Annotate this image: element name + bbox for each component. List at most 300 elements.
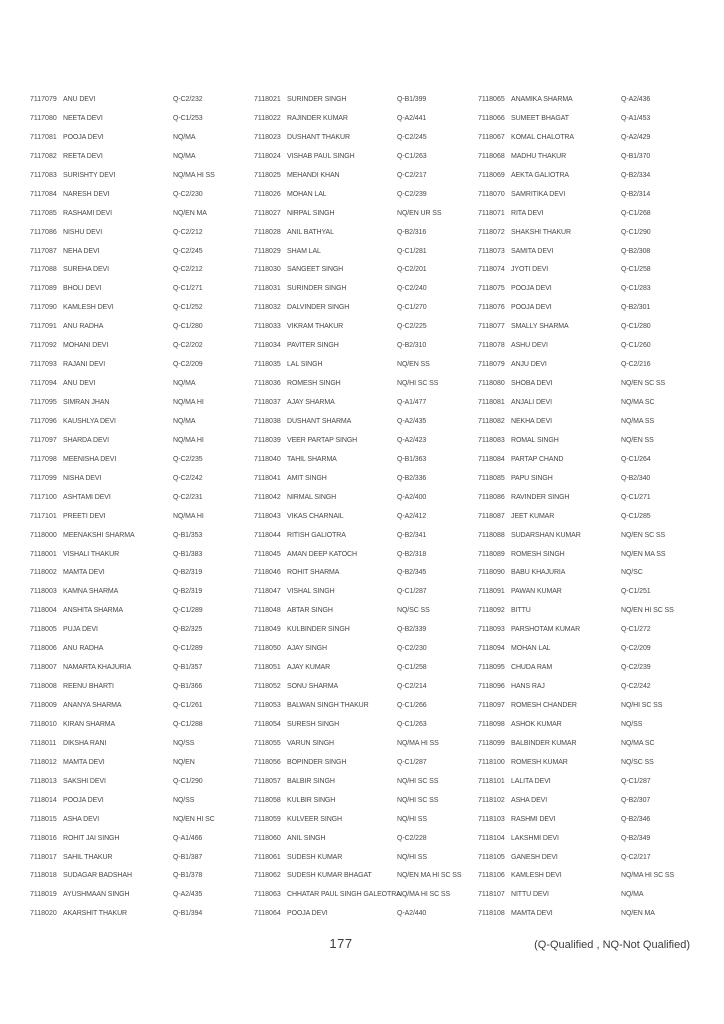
table-row (478, 91, 702, 110)
candidate-name: SUDESH KUMAR (287, 853, 343, 861)
roll-number: 7117083 (30, 171, 57, 179)
table-row (254, 754, 478, 773)
roll-number: 7118088 (478, 531, 505, 539)
result-status: NQ/MA HI SS (173, 171, 215, 179)
candidate-name: ASHA DEVI (63, 815, 100, 823)
roll-number: 7118033 (254, 323, 281, 331)
table-row (254, 451, 478, 470)
roll-number: 7118048 (254, 607, 281, 615)
candidate-name: VIKRAM THAKUR (287, 323, 344, 331)
candidate-name: KULBINDER SINGH (287, 626, 350, 634)
roll-number: 7118073 (478, 247, 505, 255)
table-row (254, 659, 478, 678)
table-row (254, 167, 478, 186)
table-row (30, 91, 254, 110)
table-row (254, 678, 478, 697)
candidate-name: BABU KHAJURIA (511, 569, 566, 577)
roll-number: 7118063 (254, 891, 281, 899)
result-status: NQ/SC SS (397, 607, 430, 615)
result-status: Q-B2/310 (397, 342, 427, 350)
roll-number: 7118026 (254, 190, 281, 198)
table-row (478, 716, 702, 735)
result-status: Q-B2/341 (397, 531, 427, 539)
table-row (30, 186, 254, 205)
candidate-name: ROMESH SINGH (287, 380, 341, 388)
result-status: NQ/EN MA SS (621, 550, 666, 558)
candidate-name: GANESH DEVI (511, 853, 558, 861)
table-row (30, 886, 254, 905)
roll-number: 7118090 (478, 569, 505, 577)
result-status: Q-C1/266 (397, 702, 427, 709)
table-row (254, 375, 478, 394)
table-row (254, 773, 478, 792)
candidate-name: SURINDER SINGH (287, 96, 347, 103)
roll-number: 7117093 (30, 361, 57, 369)
table-row (254, 905, 478, 924)
table-row (30, 356, 254, 375)
roll-number: 7118078 (478, 342, 505, 350)
result-status: Q-B2/325 (173, 626, 203, 634)
roll-number: 7117098 (30, 455, 57, 463)
result-status: Q-C2/242 (621, 683, 651, 691)
result-status: Q-C2/209 (621, 645, 651, 653)
candidate-name: SHOBA DEVI (511, 380, 553, 388)
table-row (30, 148, 254, 167)
result-status: NQ/EN MA (173, 209, 207, 217)
candidate-name: BHOLI DEVI (63, 285, 102, 293)
roll-number: 7118016 (30, 834, 57, 842)
candidate-name: KAMLESH DEVI (63, 304, 114, 312)
candidate-name: RAVINDER SINGH (511, 493, 570, 501)
result-status: Q-B2/336 (397, 474, 427, 482)
candidate-name: PREETI DEVI (63, 512, 106, 520)
candidate-name: LALITA DEVI (511, 777, 551, 785)
roll-number: 7118076 (478, 304, 505, 312)
result-status: Q-C1/288 (173, 720, 203, 728)
result-status: Q-A1/466 (173, 834, 203, 842)
roll-number: 7117081 (30, 133, 57, 141)
candidate-name: AMAN DEEP KATOCH (287, 550, 357, 558)
result-status: Q-B2/346 (621, 815, 651, 823)
candidate-name: SAMRITIKA DEVI (511, 190, 566, 198)
candidate-name: KAUSHLYA DEVI (63, 417, 116, 425)
roll-number: 7118007 (30, 664, 57, 672)
candidate-name: NISHA DEVI (63, 474, 102, 482)
table-row (30, 413, 254, 432)
table-row (254, 886, 478, 905)
candidate-name: SUDESH KUMAR BHAGAT (287, 872, 372, 880)
table-row (478, 773, 702, 792)
result-status: NQ/HI SS (397, 815, 427, 823)
roll-number: 7118049 (254, 626, 281, 634)
roll-number: 7118069 (478, 171, 505, 179)
result-status: Q-B2/301 (621, 304, 651, 312)
table-row (478, 754, 702, 773)
result-status: Q-C1/270 (397, 304, 427, 312)
result-status: Q-C1/289 (173, 645, 203, 653)
roll-number: 7118085 (478, 474, 505, 482)
roll-number: 7118098 (478, 720, 505, 728)
candidate-name: VIKAS CHARNAIL (287, 512, 344, 520)
result-status: Q-C2/212 (173, 266, 203, 274)
table-row (254, 129, 478, 148)
table-row (30, 318, 254, 337)
result-status: Q-B1/387 (173, 853, 203, 861)
candidate-name: ANAMIKA SHARMA (511, 96, 573, 103)
roll-number: 7118050 (254, 645, 281, 653)
table-row (30, 830, 254, 849)
roll-number: 7118083 (478, 436, 505, 444)
result-status: NQ/HI SC SS (397, 796, 439, 804)
result-status: NQ/EN (173, 758, 195, 766)
table-row (30, 867, 254, 886)
roll-number: 7118017 (30, 853, 57, 861)
result-status: Q-B1/399 (397, 96, 427, 103)
roll-number: 7118082 (478, 417, 505, 425)
candidate-name: SUREHA DEVI (63, 266, 109, 274)
candidate-name: ANJALI DEVI (511, 399, 552, 406)
candidate-name: KAMLESH DEVI (511, 872, 562, 880)
result-status: Q-C2/228 (397, 834, 427, 842)
table-row (30, 224, 254, 243)
result-status: NQ/MA HI (173, 512, 204, 520)
roll-number: 7118015 (30, 815, 57, 823)
result-status: Q-C2/217 (621, 853, 651, 861)
table-row (478, 678, 702, 697)
result-status: Q-C1/251 (621, 588, 651, 596)
result-status: Q-C1/272 (621, 626, 651, 634)
result-status: Q-B2/314 (621, 190, 651, 198)
table-row (254, 337, 478, 356)
candidate-name: ANU RADHA (63, 645, 104, 653)
roll-number: 7118020 (30, 910, 57, 918)
roll-number: 7118091 (478, 588, 505, 596)
candidate-name: PARTAP CHAND (511, 455, 564, 463)
table-row (478, 602, 702, 621)
table-row (254, 318, 478, 337)
candidate-name: DUSHANT SHARMA (287, 417, 352, 425)
table-row (254, 508, 478, 527)
table-row (478, 110, 702, 129)
candidate-name: RAJINDER KUMAR (287, 114, 348, 122)
roll-number: 7118103 (478, 815, 505, 823)
candidate-name: VISHAL SINGH (287, 588, 335, 596)
candidate-name: ABTAR SINGH (287, 607, 333, 615)
candidate-name: RAJANI DEVI (63, 361, 106, 369)
candidate-name: POOJA DEVI (287, 910, 328, 918)
table-row (254, 867, 478, 886)
table-row (254, 792, 478, 811)
candidate-name: ROMESH SINGH (511, 550, 565, 558)
result-status: NQ/MA (173, 133, 196, 141)
roll-number: 7118047 (254, 588, 281, 596)
roll-number: 7118104 (478, 834, 505, 842)
roll-number: 7117090 (30, 304, 57, 312)
candidate-name: PUJA DEVI (63, 626, 98, 634)
table-row (478, 849, 702, 868)
result-status: Q-C1/280 (621, 323, 651, 331)
roll-number: 7118054 (254, 720, 281, 728)
roll-number: 7118059 (254, 815, 281, 823)
table-row (30, 792, 254, 811)
table-row (478, 243, 702, 262)
candidate-name: SUDAGAR BADSHAH (63, 872, 132, 880)
result-status: Q-C1/271 (621, 493, 651, 501)
result-status: Q-C2/230 (397, 645, 427, 653)
qualification-legend: (Q-Qualified , NQ-Not Qualified) (534, 939, 690, 951)
table-row (30, 773, 254, 792)
roll-number: 7118021 (254, 96, 281, 103)
roll-number: 7118058 (254, 796, 281, 804)
roll-number: 7118045 (254, 550, 281, 558)
table-row (478, 527, 702, 546)
candidate-name: NARESH DEVI (63, 190, 110, 198)
roll-number: 7118060 (254, 834, 281, 842)
candidate-name: POOJA DEVI (63, 796, 104, 804)
roll-number: 7118000 (30, 531, 57, 539)
roll-number: 7118046 (254, 569, 281, 577)
result-status: NQ/MA HI SC SS (621, 872, 675, 880)
roll-number: 7117095 (30, 399, 57, 406)
result-status: Q-B1/394 (173, 910, 203, 918)
result-status: Q-C2/235 (173, 455, 203, 463)
table-row (30, 811, 254, 830)
candidate-name: NITTU DEVI (511, 891, 549, 899)
candidate-name: ASHA DEVI (511, 796, 548, 804)
roll-number: 7118084 (478, 455, 505, 463)
roll-number: 7118028 (254, 228, 281, 236)
table-row (254, 811, 478, 830)
candidate-name: ROHIT JAI SINGH (63, 834, 120, 842)
result-status: Q-B2/334 (621, 171, 651, 179)
table-row (478, 470, 702, 489)
table-row (478, 583, 702, 602)
roll-number: 7118081 (478, 399, 505, 406)
roll-number: 7117088 (30, 266, 57, 274)
table-row (254, 356, 478, 375)
table-row (30, 337, 254, 356)
table-row (478, 659, 702, 678)
table-row (30, 754, 254, 773)
table-row (478, 148, 702, 167)
candidate-name: NEKHA DEVI (511, 417, 553, 425)
roll-number: 7118102 (478, 796, 505, 804)
roll-number: 7118012 (30, 758, 57, 766)
result-status: Q-B2/318 (397, 550, 427, 558)
table-row (254, 261, 478, 280)
result-status: Q-C1/290 (173, 777, 203, 785)
candidate-name: ROMESH KUMAR (511, 758, 568, 766)
result-status: Q-C2/239 (397, 190, 427, 198)
roll-number: 7118003 (30, 588, 57, 596)
table-row (30, 451, 254, 470)
result-status: Q-C1/263 (397, 152, 427, 160)
candidate-name: VARUN SINGH (287, 739, 334, 747)
table-row (478, 318, 702, 337)
table-row (478, 640, 702, 659)
result-status: Q-C1/283 (621, 285, 651, 293)
result-status: Q-A2/435 (397, 417, 427, 425)
result-status: Q-B2/345 (397, 569, 427, 577)
candidate-name: ROMAL SINGH (511, 436, 559, 444)
roll-number: 7118072 (478, 228, 505, 236)
result-status: Q-A2/440 (397, 910, 427, 918)
table-row (30, 697, 254, 716)
candidate-name: POOJA DEVI (511, 304, 552, 312)
candidate-name: MOHANI DEVI (63, 342, 109, 350)
candidate-name: SANGEET SINGH (287, 266, 344, 274)
result-status: NQ/SC SS (621, 758, 654, 766)
result-status: Q-C2/201 (397, 266, 427, 274)
table-row (30, 129, 254, 148)
roll-number: 7118100 (478, 758, 505, 766)
roll-number: 7117079 (30, 96, 57, 103)
roll-number: 7118013 (30, 777, 57, 785)
table-row (254, 830, 478, 849)
roll-number: 7118036 (254, 380, 281, 388)
table-row (478, 564, 702, 583)
candidate-name: ROMESH CHANDER (511, 702, 577, 709)
table-row (30, 905, 254, 924)
candidate-name: KULBIR SINGH (287, 796, 336, 804)
roll-number: 7117097 (30, 436, 57, 444)
table-row (254, 186, 478, 205)
roll-number: 7118080 (478, 380, 505, 388)
candidate-name: NEHA DEVI (63, 247, 100, 255)
result-status: Q-B1/370 (621, 152, 651, 160)
result-status: NQ/EN HI SC (173, 815, 215, 823)
roll-number: 7118042 (254, 493, 281, 501)
roll-number: 7118075 (478, 285, 505, 293)
result-status: NQ/HI SC SS (621, 702, 663, 709)
result-status: Q-B2/316 (397, 228, 427, 236)
result-status: Q-C1/264 (621, 455, 651, 463)
candidate-name: ANU DEVI (63, 96, 96, 103)
result-status: Q-C1/261 (173, 702, 203, 709)
candidate-name: ANU RADHA (63, 323, 104, 331)
roll-number: 7118097 (478, 702, 505, 709)
result-status: Q-C1/285 (621, 512, 651, 520)
table-row (30, 243, 254, 262)
result-status: Q-C1/268 (621, 209, 651, 217)
roll-number: 7117089 (30, 285, 57, 293)
candidate-name: JEET KUMAR (511, 512, 555, 520)
roll-number: 7117096 (30, 417, 57, 425)
result-status: NQ/EN UR SS (397, 209, 442, 217)
roll-number: 7118006 (30, 645, 57, 653)
result-status: NQ/MA HI (173, 436, 204, 444)
roll-number: 7118099 (478, 739, 505, 747)
candidate-name: ANANYA SHARMA (63, 702, 122, 709)
roll-number: 7118022 (254, 114, 281, 122)
result-status: NQ/SS (173, 739, 195, 747)
candidate-name: NEETA DEVI (63, 114, 103, 122)
roll-number: 7117082 (30, 152, 57, 160)
result-status: Q-B1/378 (173, 872, 203, 880)
candidate-name: RITISH GALIOTRA (287, 531, 346, 539)
result-status: Q-C1/253 (173, 114, 203, 122)
result-status: NQ/EN SC SS (621, 380, 666, 388)
roll-number: 7118011 (30, 739, 57, 747)
roll-number: 7118041 (254, 474, 281, 482)
table-row (478, 129, 702, 148)
roll-number: 7118039 (254, 436, 281, 444)
table-row (30, 527, 254, 546)
roll-number: 7118044 (254, 531, 281, 539)
candidate-name: ANJU DEVI (511, 361, 547, 369)
table-row (478, 432, 702, 451)
candidate-name: AJAY SHARMA (287, 399, 335, 406)
roll-number: 7118092 (478, 607, 505, 615)
result-status: Q-B1/363 (397, 455, 427, 463)
roll-number: 7118057 (254, 777, 281, 785)
table-row (478, 205, 702, 224)
candidate-name: KIRAN SHARMA (63, 720, 116, 728)
table-row (478, 375, 702, 394)
result-status: Q-B2/339 (397, 626, 427, 634)
table-row (478, 261, 702, 280)
roll-number: 7118089 (478, 550, 505, 558)
roll-number: 7118070 (478, 190, 505, 198)
result-status: Q-B2/308 (621, 247, 651, 255)
roll-number: 7118005 (30, 626, 57, 634)
candidate-name: MEENISHA DEVI (63, 455, 117, 463)
table-row (254, 849, 478, 868)
candidate-name: SUDARSHAN KUMAR (511, 531, 581, 539)
roll-number: 7118093 (478, 626, 505, 634)
result-status: NQ/MA (173, 417, 196, 425)
result-status: NQ/MA SC (621, 739, 655, 747)
roll-number: 7118052 (254, 683, 281, 691)
candidate-name: ANIL BATHYAL (287, 228, 334, 236)
table-row (30, 546, 254, 565)
table-row (478, 356, 702, 375)
table-row (30, 375, 254, 394)
candidate-name: MOHAN LAL (511, 645, 551, 653)
candidate-name: RASHAMI DEVI (63, 209, 112, 217)
candidate-name: PARSHOTAM KUMAR (511, 626, 581, 634)
candidate-name: POOJA DEVI (511, 285, 552, 293)
result-status: Q-C2/245 (397, 133, 427, 141)
table-row (478, 830, 702, 849)
roll-number: 7118055 (254, 739, 281, 747)
roll-number: 7118107 (478, 891, 505, 899)
candidate-name: PAPU SINGH (511, 474, 553, 482)
roll-number: 7118037 (254, 399, 281, 406)
roll-number: 7118061 (254, 853, 281, 861)
table-row (30, 735, 254, 754)
result-status: Q-C2/240 (397, 285, 427, 293)
candidate-name: SHAKSHI THAKUR (511, 228, 571, 236)
candidate-name: SMALLY SHARMA (511, 323, 569, 331)
result-status: Q-C1/280 (173, 323, 203, 331)
table-row (30, 621, 254, 640)
candidate-name: AYUSHMAAN SINGH (63, 891, 130, 899)
table-row (254, 205, 478, 224)
candidate-name: ASHTAMI DEVI (63, 493, 111, 501)
roll-number: 7118035 (254, 361, 281, 369)
candidate-name: VISHAB PAUL SINGH (287, 152, 355, 160)
result-status: Q-C2/217 (397, 171, 427, 179)
candidate-name: AJAY KUMAR (287, 664, 331, 672)
table-row (254, 470, 478, 489)
table-row (478, 546, 702, 565)
table-row (478, 867, 702, 886)
result-status: Q-C1/260 (621, 342, 651, 350)
table-row (254, 413, 478, 432)
result-status: Q-B2/319 (173, 569, 203, 577)
candidate-name: RITA DEVI (511, 209, 544, 217)
